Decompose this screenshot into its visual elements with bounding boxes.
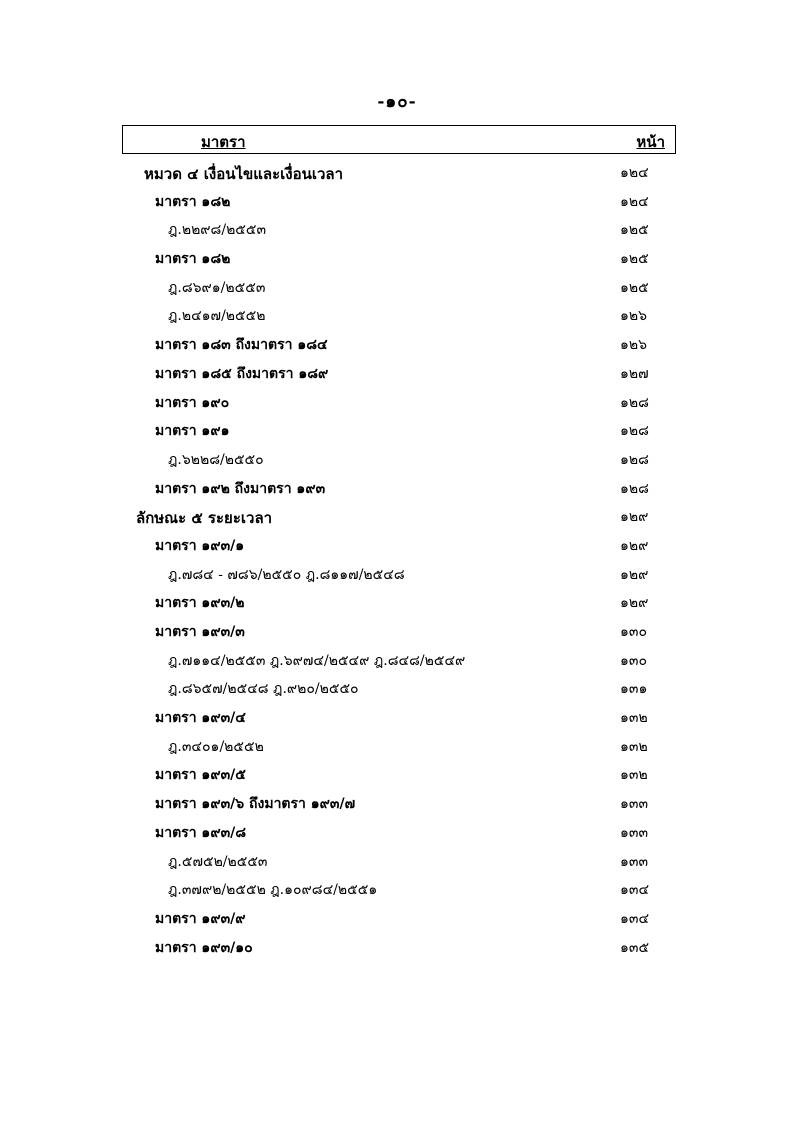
toc-row — [0, 158, 794, 187]
toc-entry-label: ฎ.๕๗๕๒/๒๕๕๓ — [168, 853, 268, 870]
toc-entry-label: ฎ.๗๘๔ - ๗๘๖/๒๕๕๐ ฎ.๘๑๑๗/๒๕๔๘ — [168, 566, 405, 583]
toc-entry-page: ๑๒๕ — [620, 279, 649, 296]
toc-row — [0, 646, 794, 675]
toc-entry-page: ๑๓๑ — [620, 681, 648, 698]
toc-entry-label: ฎ.๖๒๒๘/๒๕๕๐ — [168, 451, 264, 468]
toc-entry-page: ๑๓๕ — [620, 939, 650, 956]
toc-row — [0, 875, 794, 904]
header-page-label: หน้า — [636, 133, 665, 151]
toc-row — [0, 388, 794, 417]
toc-entry-label: ฎ.๓๗๙๒/๒๕๕๒ ฎ.๑๐๙๘๔/๒๕๕๑ — [168, 882, 378, 899]
toc-row — [0, 617, 794, 646]
toc-entry-label: มาตรา ๑๘๓ ถึงมาตรา ๑๘๔ — [155, 337, 328, 354]
toc-row — [0, 330, 794, 359]
toc-entry-label: มาตรา ๑๘๕ ถึงมาตรา ๑๘๙ — [155, 365, 329, 382]
toc-row — [0, 244, 794, 273]
toc-entry-label: ฎ.๗๑๑๔/๒๕๕๓ ฎ.๖๙๗๔/๒๕๔๙ ฎ.๘๔๘/๒๕๔๙ — [168, 652, 466, 669]
toc-entry-label: ฎ.๘๖๙๑/๒๕๕๓ — [168, 279, 266, 296]
toc-row — [0, 703, 794, 732]
toc-entry-label: หมวด ๔ เงื่อนไขและเงื่อนเวลา — [144, 165, 344, 183]
toc-entry-page: ๑๒๔ — [620, 165, 649, 181]
toc-row — [0, 818, 794, 847]
toc-row — [0, 359, 794, 388]
toc-entry-label: มาตรา ๑๙๓/๑๐ — [155, 939, 253, 956]
toc-row — [0, 445, 794, 474]
toc-entry-label: มาตรา ๑๘๒ — [155, 193, 231, 210]
toc-entry-page: ๑๓๔ — [620, 882, 650, 899]
toc-row — [0, 416, 794, 445]
toc-entry-page: ๑๓๓ — [620, 824, 649, 841]
toc-row — [0, 732, 794, 761]
toc-entry-page: ๑๒๖ — [620, 337, 648, 354]
toc-row — [0, 531, 794, 560]
toc-row — [0, 215, 794, 244]
toc-entry-page: ๑๓๐ — [620, 624, 648, 640]
toc-entry-label: ฎ.๘๖๕๗/๒๕๔๘ ฎ.๙๒๐/๒๕๕๐ — [168, 681, 359, 698]
toc-entry-label: มาตรา ๑๙๓/๑ — [155, 537, 245, 554]
toc-row — [0, 933, 794, 962]
header-section-label: มาตรา — [201, 133, 246, 151]
toc-entry-label: มาตรา ๑๙๓/๒ — [155, 595, 245, 612]
toc-entry-label: มาตรา ๑๙๓/๙ — [155, 910, 246, 927]
toc-entry-page: ๑๓๔ — [620, 910, 650, 927]
toc-entry-page: ๑๓๒ — [620, 738, 648, 755]
table-of-contents — [0, 158, 794, 961]
toc-header — [122, 125, 676, 154]
toc-entry-page: ๑๒๘ — [620, 451, 649, 468]
toc-entry-page: ๑๒๔ — [620, 193, 649, 210]
toc-entry-page: ๑๓๓ — [620, 853, 649, 870]
toc-entry-label: มาตรา ๑๙๐ — [155, 394, 230, 411]
page-number: -๑๐- — [377, 92, 417, 112]
toc-entry-label: มาตรา ๑๙๓/๖ ถึงมาตรา ๑๙๓/๗ — [155, 796, 356, 813]
toc-entry-page: ๑๒๕ — [620, 222, 649, 239]
toc-entry-page: ๑๒๖ — [620, 308, 648, 325]
toc-row — [0, 502, 794, 531]
toc-entry-label: มาตรา ๑๘๒ — [155, 251, 231, 268]
toc-entry-page: ๑๒๕ — [620, 251, 649, 268]
toc-entry-label: ลักษณะ ๕ ระยะเวลา — [136, 509, 273, 528]
toc-entry-label: ฎ.๒๒๙๘/๒๕๕๓ — [168, 222, 267, 239]
toc-entry-page: ๑๒๙ — [620, 566, 649, 583]
toc-entry-label: มาตรา ๑๙๑ — [155, 423, 230, 440]
toc-entry-page: ๑๒๘ — [620, 480, 649, 497]
toc-entry-label: มาตรา ๑๙๒ ถึงมาตรา ๑๙๓ — [155, 480, 326, 497]
toc-row — [0, 789, 794, 818]
toc-entry-page: ๑๓๒ — [620, 710, 648, 727]
toc-entry-page: ๑๒๗ — [620, 365, 649, 382]
toc-entry-page: ๑๓๒ — [620, 767, 648, 784]
toc-entry-page: ๑๓๐ — [620, 652, 648, 669]
toc-row — [0, 588, 794, 617]
toc-entry-label: ฎ.๓๔๐๑/๒๕๕๒ — [168, 738, 264, 755]
toc-row — [0, 847, 794, 876]
toc-entry-page: ๑๒๙ — [620, 537, 649, 554]
toc-entry-page: ๑๒๙ — [620, 509, 649, 526]
toc-row — [0, 560, 794, 589]
toc-row — [0, 273, 794, 302]
toc-row — [0, 904, 794, 933]
toc-entry-label: มาตรา ๑๙๓/๔ — [155, 710, 246, 727]
toc-row — [0, 301, 794, 330]
toc-entry-label: ฎ.๒๔๑๗/๒๕๕๒ — [168, 308, 266, 325]
toc-row — [0, 187, 794, 216]
toc-entry-label: มาตรา ๑๙๓/๕ — [155, 767, 246, 784]
toc-row — [0, 474, 794, 503]
toc-entry-page: ๑๒๘ — [620, 394, 649, 411]
toc-entry-page: ๑๒๘ — [620, 423, 649, 440]
toc-row — [0, 674, 794, 703]
toc-entry-page: ๑๒๙ — [620, 595, 649, 612]
toc-entry-label: มาตรา ๑๙๓/๓ — [155, 624, 245, 640]
toc-row — [0, 760, 794, 789]
toc-entry-page: ๑๓๓ — [620, 796, 649, 813]
toc-entry-label: มาตรา ๑๙๓/๘ — [155, 824, 247, 841]
